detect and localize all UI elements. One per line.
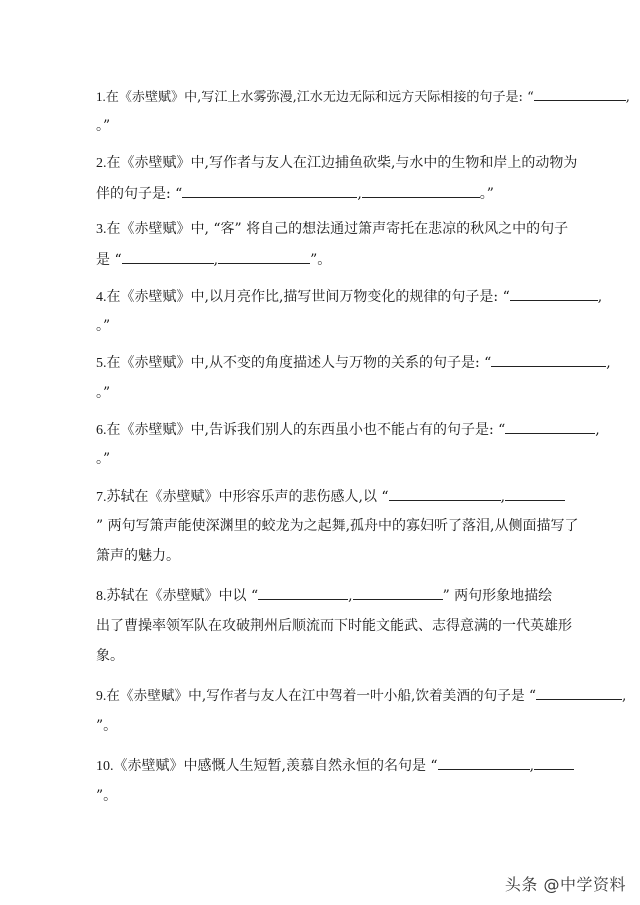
question-10-line-2	[96, 786, 117, 806]
question-text: 《赤壁赋》中感慨人生短暂,羡慕自然永恒的名句是 “	[113, 758, 438, 774]
question-text: ,	[625, 90, 630, 105]
question-2-line-2	[96, 183, 494, 204]
question-number: 4.	[96, 290, 107, 305]
question-text: 苏轼在《赤壁赋》中以 “	[106, 588, 259, 604]
answer-blank[interactable]	[510, 286, 598, 301]
question-text: 。”	[96, 451, 111, 467]
question-text: 在《赤壁赋》中,从不变的角度描述人与万物的关系的句子是: “	[106, 355, 492, 371]
question-text: 在《赤壁赋》中,以月亮作比,描写世间万物变化的规律的句子是: “	[106, 289, 510, 305]
watermark: 头条 @中学资料	[504, 875, 626, 894]
question-10-line-1	[96, 755, 574, 777]
question-text: ” 两句形象地描绘	[442, 588, 553, 604]
question-text: ”。	[310, 252, 332, 268]
question-9-line-2	[96, 716, 117, 736]
question-text: 。”	[96, 385, 111, 401]
question-text: ,	[529, 758, 535, 774]
question-text: ,	[621, 688, 627, 704]
question-text: ,	[606, 355, 611, 371]
answer-blank[interactable]	[438, 755, 530, 770]
answer-blank[interactable]	[505, 419, 595, 434]
question-8-line-2	[96, 616, 572, 636]
question-text: ” 两句写箫声能使深渊里的蛟龙为之起舞,孤舟中的寡妇听了落泪,从侧面描写了	[96, 518, 579, 534]
answer-blank[interactable]	[534, 755, 574, 770]
question-text: 伴的句子是: “	[96, 186, 183, 202]
question-number: 6.	[96, 423, 107, 438]
question-text: ,	[597, 289, 603, 305]
question-7-line-3	[96, 546, 180, 566]
question-5-line-1	[96, 352, 611, 374]
question-text: 象。	[96, 648, 124, 664]
question-text: 在《赤壁赋》中,写作者与友人在江中驾着一叶小船,饮着美酒的句子是 “	[106, 688, 536, 704]
question-text: 是 “	[96, 252, 122, 268]
question-number: 5.	[96, 356, 107, 371]
question-number: 1.	[96, 89, 106, 104]
question-text: 在《赤壁赋》中, “客” 将自己的想法通过箫声寄托在悲凉的秋风之中的句子	[106, 221, 569, 237]
question-text: 在《赤壁赋》中,写作者与友人在江边捕鱼砍柴,与水中的生物和岸上的动物为	[106, 155, 578, 171]
question-2-line-1	[96, 153, 577, 174]
answer-blank[interactable]	[258, 585, 348, 600]
question-text: ,	[348, 588, 353, 604]
answer-blank[interactable]	[218, 249, 310, 264]
answer-blank[interactable]	[389, 486, 501, 501]
question-text: 出了曹操率领军队在攻破荆州后顺流而下时能文能武、志得意满的一代英雄形	[96, 618, 572, 634]
answer-blank[interactable]	[491, 352, 606, 367]
question-number: 9.	[96, 688, 107, 703]
question-5-line-2	[96, 383, 110, 403]
question-8-line-3	[96, 646, 124, 666]
question-number: 10.	[96, 759, 114, 774]
question-text: ,	[213, 252, 219, 268]
question-1-line-2	[96, 116, 110, 136]
question-text: ”。	[96, 718, 118, 734]
question-text: 。”	[96, 118, 111, 134]
question-text: ,	[595, 422, 600, 438]
question-9-line-1	[96, 685, 626, 706]
question-text: 。”	[96, 318, 111, 334]
question-text: ”。	[96, 788, 118, 804]
question-3-line-1	[96, 219, 568, 240]
answer-blank[interactable]	[182, 183, 357, 198]
question-3-line-2	[96, 249, 331, 270]
answer-blank[interactable]	[122, 249, 214, 264]
question-number: 3.	[96, 222, 107, 237]
question-4-line-2	[96, 316, 110, 336]
question-text: 。”	[479, 186, 494, 202]
question-6-line-1	[96, 419, 600, 441]
question-text: ,	[500, 489, 506, 505]
question-7-line-2	[96, 516, 579, 536]
question-text: ,	[357, 186, 362, 202]
question-8-line-1	[96, 585, 552, 607]
question-4-line-1	[96, 286, 602, 308]
question-1-line-1	[96, 86, 630, 108]
question-text: 箫声的魅力。	[96, 548, 180, 564]
question-number: 7.	[96, 490, 107, 505]
question-text: 苏轼在《赤壁赋》中形容乐声的悲伤感人,以 “	[106, 489, 389, 505]
question-7-line-1	[96, 486, 565, 508]
answer-blank[interactable]	[536, 685, 622, 700]
question-text: 在《赤壁赋》中,告诉我们别人的东西虽小也不能占有的句子是: “	[106, 422, 506, 438]
question-number: 8.	[96, 589, 107, 604]
question-number: 2.	[96, 156, 107, 171]
answer-blank[interactable]	[534, 86, 626, 101]
answer-blank[interactable]	[353, 585, 443, 600]
answer-blank[interactable]	[505, 486, 565, 501]
question-6-line-2	[96, 449, 110, 469]
answer-blank[interactable]	[362, 183, 480, 198]
question-text: 在《赤壁赋》中,写江上水雾弥漫,江水无边无际和远方天际相接的句子是: “	[105, 90, 534, 105]
